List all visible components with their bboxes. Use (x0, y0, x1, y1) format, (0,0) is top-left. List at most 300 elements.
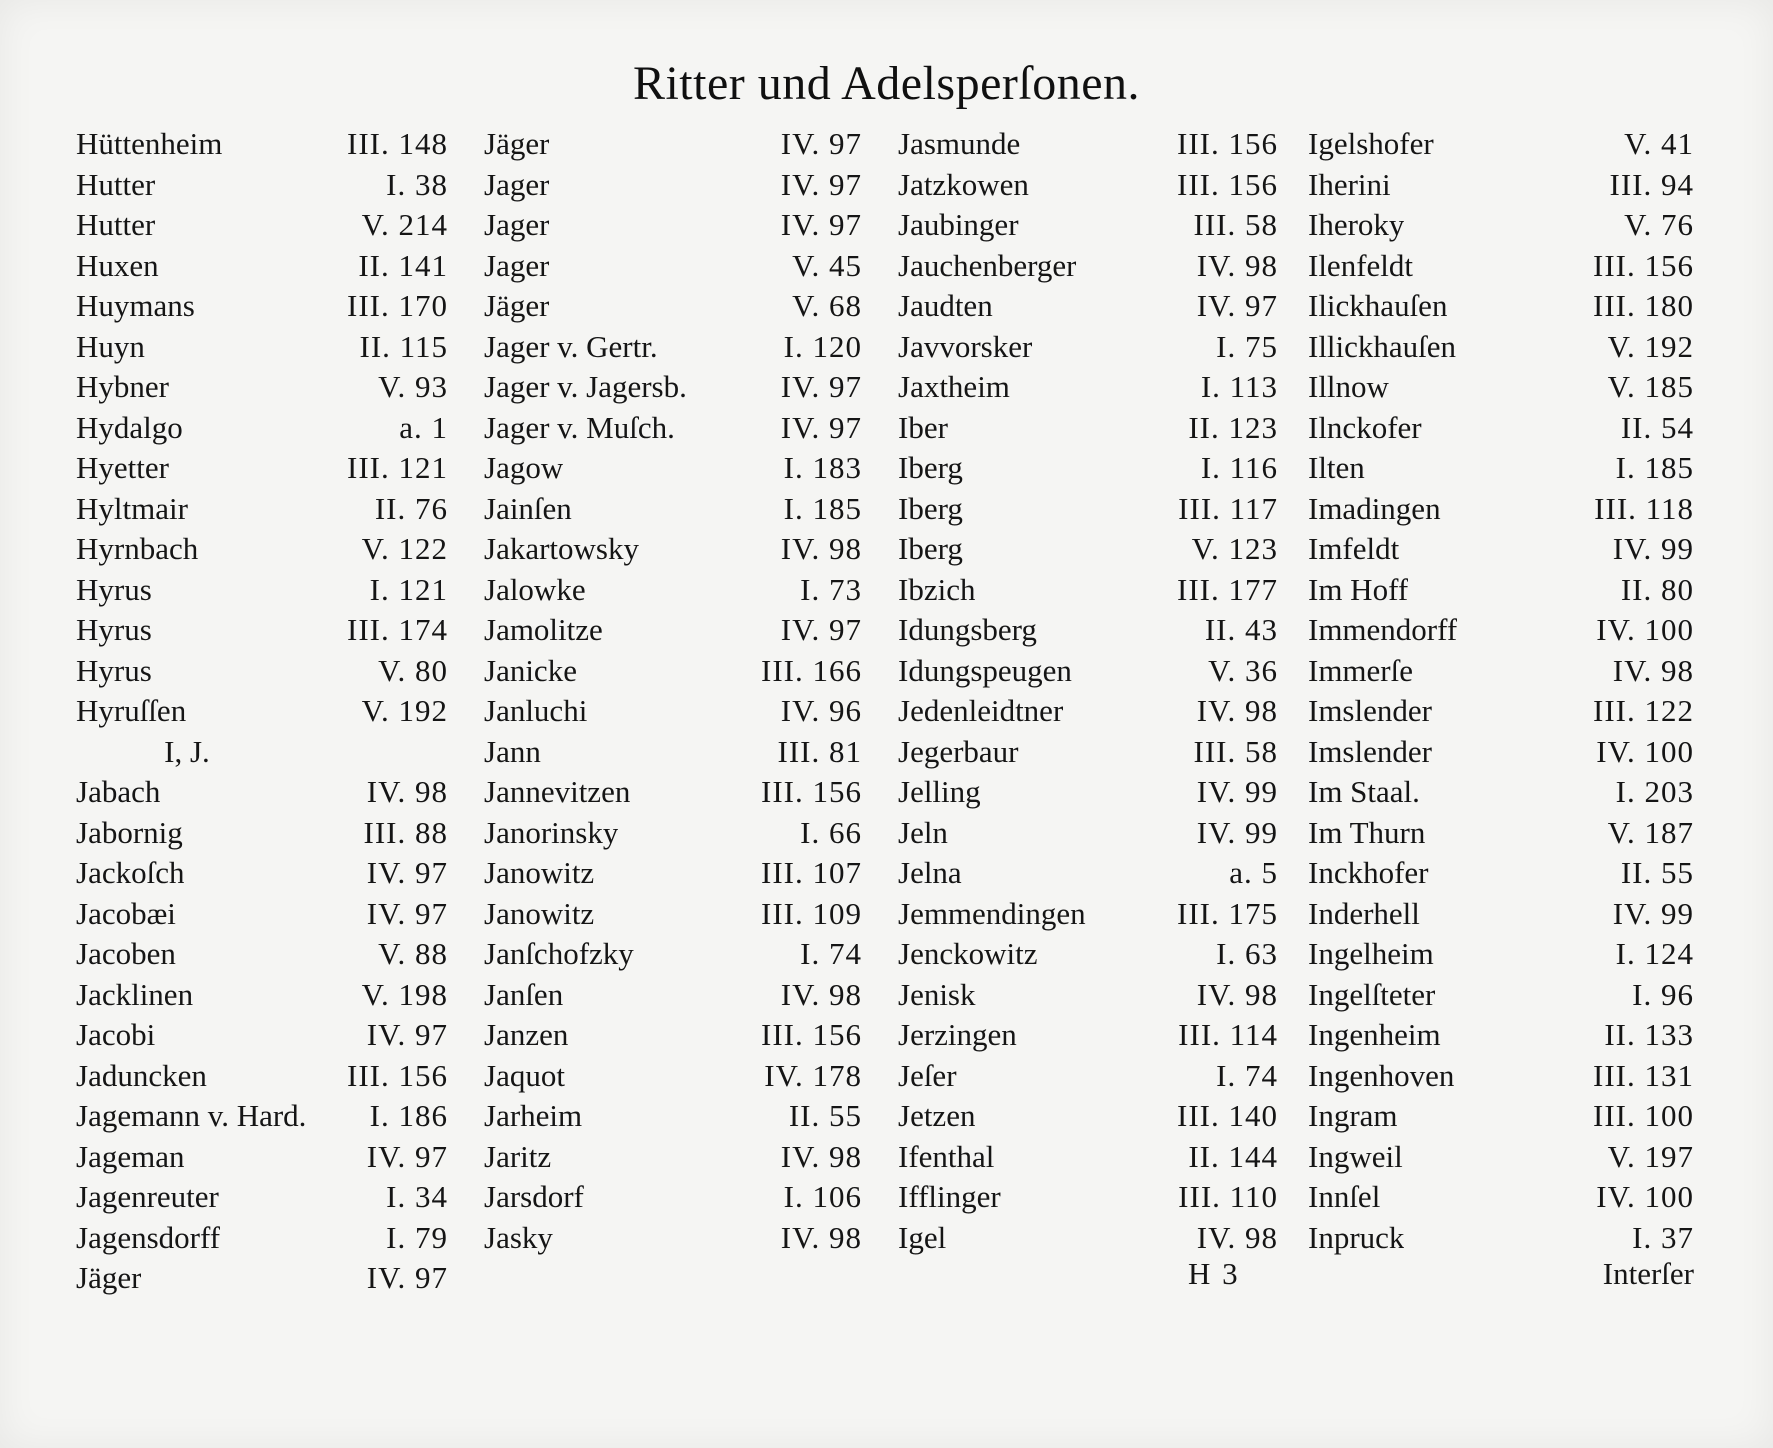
entry-name: Jagow (484, 450, 564, 485)
index-entry (76, 1015, 448, 1056)
section-heading: I, J. (164, 733, 210, 769)
entry-reference: IV. 100 (1596, 733, 1694, 769)
entry-name: Javvorsker (898, 328, 1033, 364)
entry-name: Innſel (1308, 1179, 1381, 1214)
entry-reference: IV. 97 (366, 855, 448, 890)
entry-reference: V. 122 (361, 531, 448, 566)
entry-name: Jasky (484, 1219, 553, 1255)
entry-name: Jaudten (898, 288, 993, 323)
entry-reference: IV. 99 (1612, 895, 1694, 931)
index-entry (898, 529, 1278, 570)
entry-reference: III. 88 (363, 814, 448, 850)
index-entry (484, 651, 862, 692)
index-entry (898, 205, 1278, 246)
entry-reference: IV. 97 (780, 207, 862, 242)
entry-reference: III. 109 (761, 895, 862, 931)
index-entry (484, 691, 862, 732)
entry-reference: IV. 98 (780, 1138, 862, 1174)
index-entry (484, 246, 862, 287)
entry-name: Jemmendingen (898, 895, 1086, 931)
index-entry (1308, 1218, 1694, 1259)
entry-reference: III. 81 (777, 733, 862, 769)
index-entry (76, 124, 448, 165)
entry-reference: III. 170 (347, 288, 448, 323)
index-entry (76, 853, 448, 894)
entry-name: Iberg (898, 450, 963, 485)
entry-reference: V. 68 (792, 288, 862, 323)
entry-name: Jager v. Muſch. (484, 409, 675, 445)
index-entry (898, 489, 1278, 530)
index-entry (898, 1096, 1278, 1137)
index-entry (898, 691, 1278, 732)
index-entry (898, 1015, 1278, 1056)
entry-name: Jannevitzen (484, 774, 631, 809)
index-entry (1308, 1015, 1694, 1056)
entry-reference: III. 156 (761, 1017, 862, 1052)
entry-reference: V. 192 (361, 693, 448, 728)
entry-name: Hyrnbach (76, 531, 199, 566)
index-entry (484, 894, 862, 935)
entry-reference: I. 185 (783, 490, 862, 526)
entry-name: Hybner (76, 369, 169, 404)
entry-name: Jakartowsky (484, 531, 639, 566)
entry-name: Jager v. Jagersb. (484, 369, 687, 404)
entry-reference: I. 106 (783, 1179, 862, 1214)
index-entry (484, 529, 862, 570)
index-column-2 (484, 124, 862, 1304)
entry-reference: IV. 98 (1196, 1219, 1278, 1255)
entry-reference: V. 214 (361, 207, 448, 242)
entry-name: Hyltmair (76, 490, 188, 526)
entry-name: Hutter (76, 166, 156, 202)
page-title: Ritter und Adelsperſonen. (632, 57, 1141, 110)
entry-reference: a. 5 (1229, 855, 1278, 890)
entry-reference: III. 118 (1594, 490, 1694, 526)
entry-name: Hyetter (76, 450, 169, 485)
entry-reference: III. 100 (1593, 1098, 1694, 1133)
entry-name: Janicke (484, 652, 577, 688)
entry-reference: V. 41 (1624, 126, 1694, 161)
entry-name: Ifflinger (898, 1179, 1001, 1214)
index-entry (1308, 489, 1694, 530)
entry-name: Jacobi (76, 1017, 156, 1052)
index-entry (76, 1056, 448, 1097)
index-entry (898, 934, 1278, 975)
index-entry (484, 1218, 862, 1259)
index-entry (76, 934, 448, 975)
index-entry (1308, 529, 1694, 570)
index-entry (1308, 853, 1694, 894)
entry-name: Jelling (898, 774, 981, 809)
entry-reference: III. 156 (1593, 247, 1694, 283)
entry-name: Jageman (76, 1138, 185, 1174)
entry-reference: III. 177 (1177, 571, 1278, 607)
entry-name: Ifenthal (898, 1138, 995, 1174)
index-entry (1308, 1096, 1694, 1137)
entry-reference: II. 115 (359, 328, 448, 364)
entry-name: Jagensdorff (76, 1219, 221, 1255)
index-entry (484, 772, 862, 813)
entry-name: Idungspeugen (898, 652, 1072, 688)
index-entry (76, 1096, 448, 1137)
entry-reference: I. 96 (1632, 976, 1694, 1012)
entry-reference: IV. 98 (1196, 976, 1278, 1012)
index-entry (484, 975, 862, 1016)
entry-reference: V. 123 (1191, 531, 1278, 566)
index-entry (484, 1015, 862, 1056)
index-entry (1308, 610, 1694, 651)
entry-reference: II. 123 (1188, 409, 1278, 445)
entry-name: Jerzingen (898, 1017, 1017, 1052)
index-entry (76, 813, 448, 854)
entry-reference: I. 73 (800, 571, 862, 607)
entry-reference: III. 131 (1593, 1057, 1694, 1093)
entry-name: Jagemann v. Hard. (76, 1098, 307, 1133)
entry-name: Jagenreuter (76, 1179, 219, 1214)
index-entry (1308, 408, 1694, 449)
entry-name: Inpruck (1308, 1219, 1405, 1255)
entry-reference: V. 80 (378, 652, 448, 688)
index-entry (76, 772, 448, 813)
entry-reference: II. 55 (788, 1098, 862, 1133)
index-entry (76, 1218, 448, 1259)
entry-name: Ilickhauſen (1308, 288, 1448, 323)
index-entry (76, 367, 448, 408)
index-entry (1308, 1177, 1694, 1218)
index-entry (1308, 448, 1694, 489)
entry-name: Jabornig (76, 814, 183, 850)
entry-name: Huxen (76, 247, 159, 283)
entry-reference: IV. 98 (780, 531, 862, 566)
entry-reference: III. 122 (1593, 693, 1694, 728)
index-entry (898, 813, 1278, 854)
index-entry (898, 448, 1278, 489)
entry-name: Igelshofer (1308, 126, 1434, 161)
index-entry (76, 610, 448, 651)
index-entry (898, 894, 1278, 935)
index-entry (76, 1258, 448, 1299)
entry-name: Immendorff (1308, 612, 1458, 647)
entry-reference: I. 113 (1200, 369, 1278, 404)
index-entry (898, 327, 1278, 368)
index-entry (76, 529, 448, 570)
entry-name: Jackoſch (76, 855, 185, 890)
entry-name: Janſchofzky (484, 936, 634, 971)
entry-reference: IV. 97 (366, 1260, 448, 1295)
index-column-1 (76, 124, 448, 1304)
entry-name: Jaritz (484, 1138, 552, 1174)
index-entry (898, 1137, 1278, 1178)
entry-name: Janowitz (484, 855, 595, 890)
entry-name: Im Hoff (1308, 571, 1409, 607)
entry-reference: IV. 98 (1612, 652, 1694, 688)
entry-name: Iberg (898, 490, 963, 526)
index-entry (1308, 975, 1694, 1016)
index-entry (898, 1218, 1278, 1259)
catchword: Interſer (1602, 1256, 1694, 1291)
signature-mark: H 3 (1188, 1256, 1240, 1291)
entry-reference: II. 55 (1620, 855, 1694, 890)
entry-reference: I. 121 (369, 571, 448, 607)
index-entry (484, 610, 862, 651)
entry-reference: V. 197 (1607, 1138, 1694, 1174)
entry-reference: I. 185 (1615, 450, 1694, 485)
entry-name: Hutter (76, 207, 156, 242)
entry-name: Janluchi (484, 693, 588, 728)
entry-name: Jager v. Gertr. (484, 328, 658, 364)
index-entry (484, 570, 862, 611)
index-entry (898, 408, 1278, 449)
index-entry (1308, 124, 1694, 165)
entry-reference: IV. 98 (1196, 247, 1278, 283)
index-entry (1308, 691, 1694, 732)
entry-name: Ilnckofer (1308, 409, 1422, 445)
index-entry (484, 367, 862, 408)
entry-name: Jäger (76, 1260, 142, 1295)
entry-reference: IV. 100 (1596, 1179, 1694, 1214)
entry-name: Imslender (1308, 693, 1432, 728)
entry-name: Jedenleidtner (898, 693, 1064, 728)
entry-name: Idungsberg (898, 612, 1037, 647)
index-entry (1308, 1137, 1694, 1178)
entry-reference: V. 198 (361, 976, 448, 1012)
index-entry (898, 246, 1278, 287)
entry-name: Jacobæi (76, 895, 176, 931)
entry-reference: a. 1 (399, 409, 448, 445)
entry-name: Jarheim (484, 1098, 583, 1133)
entry-reference: V. 192 (1607, 328, 1694, 364)
index-entry (898, 124, 1278, 165)
entry-name: Jacklinen (76, 976, 194, 1012)
index-entry (484, 165, 862, 206)
entry-name: Ingweil (1308, 1138, 1403, 1174)
entry-name: Imadingen (1308, 490, 1441, 526)
index-entry (484, 1056, 862, 1097)
entry-name: Huymans (76, 288, 195, 323)
entry-reference: IV. 97 (780, 126, 862, 161)
index-entry (484, 1177, 862, 1218)
index-entry (1308, 813, 1694, 854)
index-entry (484, 489, 862, 530)
index-entry (76, 246, 448, 287)
entry-reference: I. 37 (1632, 1219, 1694, 1255)
entry-name: Inckhofer (1308, 855, 1429, 890)
index-entry (76, 691, 448, 732)
index-entry (898, 286, 1278, 327)
index-entry (76, 975, 448, 1016)
index-entry (76, 1137, 448, 1178)
entry-reference: III. 140 (1177, 1098, 1278, 1133)
entry-reference: II. 43 (1204, 612, 1278, 647)
entry-name: Ilten (1308, 450, 1365, 485)
entry-reference: III. 117 (1178, 490, 1278, 526)
entry-name: Hüttenheim (76, 126, 223, 161)
entry-reference: I. 63 (1216, 936, 1278, 971)
entry-reference: V. 88 (378, 936, 448, 971)
entry-name: Janzen (484, 1017, 569, 1052)
index-entry (898, 610, 1278, 651)
entry-name: Ingelheim (1308, 936, 1434, 971)
entry-reference: III. 166 (761, 652, 862, 688)
index-entry (898, 651, 1278, 692)
entry-reference: III. 156 (347, 1057, 448, 1093)
entry-reference: III. 110 (1178, 1179, 1278, 1214)
entry-name: Im Staal. (1308, 774, 1420, 809)
entry-reference: IV. 100 (1596, 612, 1694, 647)
entry-name: Huyn (76, 328, 145, 364)
entry-name: Jenckowitz (898, 936, 1038, 971)
entry-reference: IV. 99 (1196, 774, 1278, 809)
entry-name: Hyrus (76, 652, 152, 688)
entry-reference: III. 156 (1177, 126, 1278, 161)
entry-name: Ingelſteter (1308, 976, 1436, 1012)
entry-name: Jasmunde (898, 126, 1021, 161)
index-entry (484, 327, 862, 368)
entry-name: Iheroky (1308, 207, 1405, 242)
index-entry (898, 165, 1278, 206)
entry-reference: V. 93 (378, 369, 448, 404)
entry-reference: I. 34 (386, 1179, 448, 1214)
entry-reference: IV. 98 (366, 774, 448, 809)
index-entry (1308, 246, 1694, 287)
index-entry (898, 1056, 1278, 1097)
entry-reference: IV. 97 (780, 369, 862, 404)
entry-name: Jager (484, 166, 550, 202)
index-entry (76, 894, 448, 935)
index-entry (898, 732, 1278, 773)
entry-name: Jauchenberger (898, 247, 1077, 283)
entry-name: Jeln (898, 814, 948, 850)
entry-reference: IV. 97 (1196, 288, 1278, 323)
index-entry (76, 489, 448, 530)
entry-name: Jainſen (484, 490, 572, 526)
entry-name: Illnow (1308, 369, 1389, 404)
entry-name: Jeſer (898, 1057, 957, 1093)
index-column-4 (1308, 124, 1694, 1304)
index-entry (484, 124, 862, 165)
entry-reference: I. 186 (369, 1098, 448, 1133)
entry-name: Jenisk (898, 976, 976, 1012)
index-entry (484, 732, 862, 773)
index-entry (484, 286, 862, 327)
entry-reference: II. 133 (1604, 1017, 1694, 1052)
entry-name: Jacoben (76, 936, 176, 971)
entry-reference: III. 148 (347, 126, 448, 161)
entry-name: Janſen (484, 976, 564, 1012)
index-entry (898, 853, 1278, 894)
entry-reference: V. 36 (1208, 652, 1278, 688)
entry-reference: III. 107 (761, 855, 862, 890)
entry-reference: IV. 178 (764, 1057, 862, 1093)
index-entry (1308, 732, 1694, 773)
index-entry (1308, 1056, 1694, 1097)
entry-name: Immerſe (1308, 652, 1414, 688)
entry-name: Inderhell (1308, 895, 1420, 931)
entry-reference: I. 75 (1216, 328, 1278, 364)
entry-name: Ingenhoven (1308, 1057, 1455, 1093)
index-entry (484, 1096, 862, 1137)
index-entry (484, 448, 862, 489)
entry-name: Illickhauſen (1308, 328, 1457, 364)
entry-reference: I. 79 (386, 1219, 448, 1255)
entry-name: Imslender (1308, 733, 1432, 769)
entry-name: Jager (484, 247, 550, 283)
entry-reference: II. 144 (1188, 1138, 1278, 1174)
entry-name: Janowitz (484, 895, 595, 931)
entry-name: Jaubinger (898, 207, 1019, 242)
index-entry (1308, 367, 1694, 408)
entry-reference: I. 116 (1200, 450, 1278, 485)
entry-name: Jetzen (898, 1098, 976, 1133)
entry-reference: V. 185 (1607, 369, 1694, 404)
index-entry (484, 813, 862, 854)
index-entry (484, 408, 862, 449)
index-entry (898, 772, 1278, 813)
entry-reference: II. 54 (1620, 409, 1694, 445)
entry-name: Jann (484, 733, 541, 769)
entry-name: Igel (898, 1219, 947, 1255)
index-entry (1308, 165, 1694, 206)
entry-name: Jager (484, 207, 550, 242)
index-entry (1308, 772, 1694, 813)
entry-reference: II. 80 (1620, 571, 1694, 607)
entry-reference: II. 141 (358, 247, 448, 283)
index-entry (1308, 894, 1694, 935)
entry-reference: IV. 99 (1196, 814, 1278, 850)
entry-name: Jelna (898, 855, 962, 890)
entry-reference: II. 76 (374, 490, 448, 526)
index-entry (898, 570, 1278, 611)
entry-name: Iherini (1308, 166, 1391, 202)
index-entry (484, 934, 862, 975)
index-entry (484, 1137, 862, 1178)
entry-reference: III. 174 (347, 612, 448, 647)
entry-reference: V. 45 (792, 247, 862, 283)
entry-name: Im Thurn (1308, 814, 1426, 850)
index-entry (76, 286, 448, 327)
entry-reference: I. 38 (386, 166, 448, 202)
index-entry (76, 570, 448, 611)
entry-name: Hyruſſen (76, 693, 187, 728)
entry-reference: IV. 97 (780, 166, 862, 202)
entry-reference: III. 156 (1177, 166, 1278, 202)
entry-name: Jalowke (484, 571, 586, 607)
entry-reference: IV. 98 (780, 1219, 862, 1255)
entry-name: Jaduncken (76, 1057, 207, 1093)
entry-name: Ilenfeldt (1308, 247, 1414, 283)
entry-name: Jegerbaur (898, 733, 1019, 769)
index-entry (1308, 205, 1694, 246)
index-entry (898, 975, 1278, 1016)
index-entry (1308, 651, 1694, 692)
entry-reference: IV. 97 (366, 895, 448, 931)
index-entry (1308, 570, 1694, 611)
entry-reference: I. 203 (1615, 774, 1694, 809)
entry-reference: IV. 97 (780, 612, 862, 647)
entry-reference: IV. 98 (780, 976, 862, 1012)
entry-reference: V. 76 (1624, 207, 1694, 242)
entry-name: Ingram (1308, 1098, 1398, 1133)
index-entry (1308, 934, 1694, 975)
entry-reference: I. 74 (1216, 1057, 1278, 1093)
entry-reference: V. 187 (1607, 814, 1694, 850)
entry-name: Hydalgo (76, 409, 183, 445)
index-entry (76, 205, 448, 246)
entry-reference: III. 175 (1177, 895, 1278, 931)
entry-reference: III. 58 (1193, 207, 1278, 242)
index-entry (484, 205, 862, 246)
entry-name: Iberg (898, 531, 963, 566)
